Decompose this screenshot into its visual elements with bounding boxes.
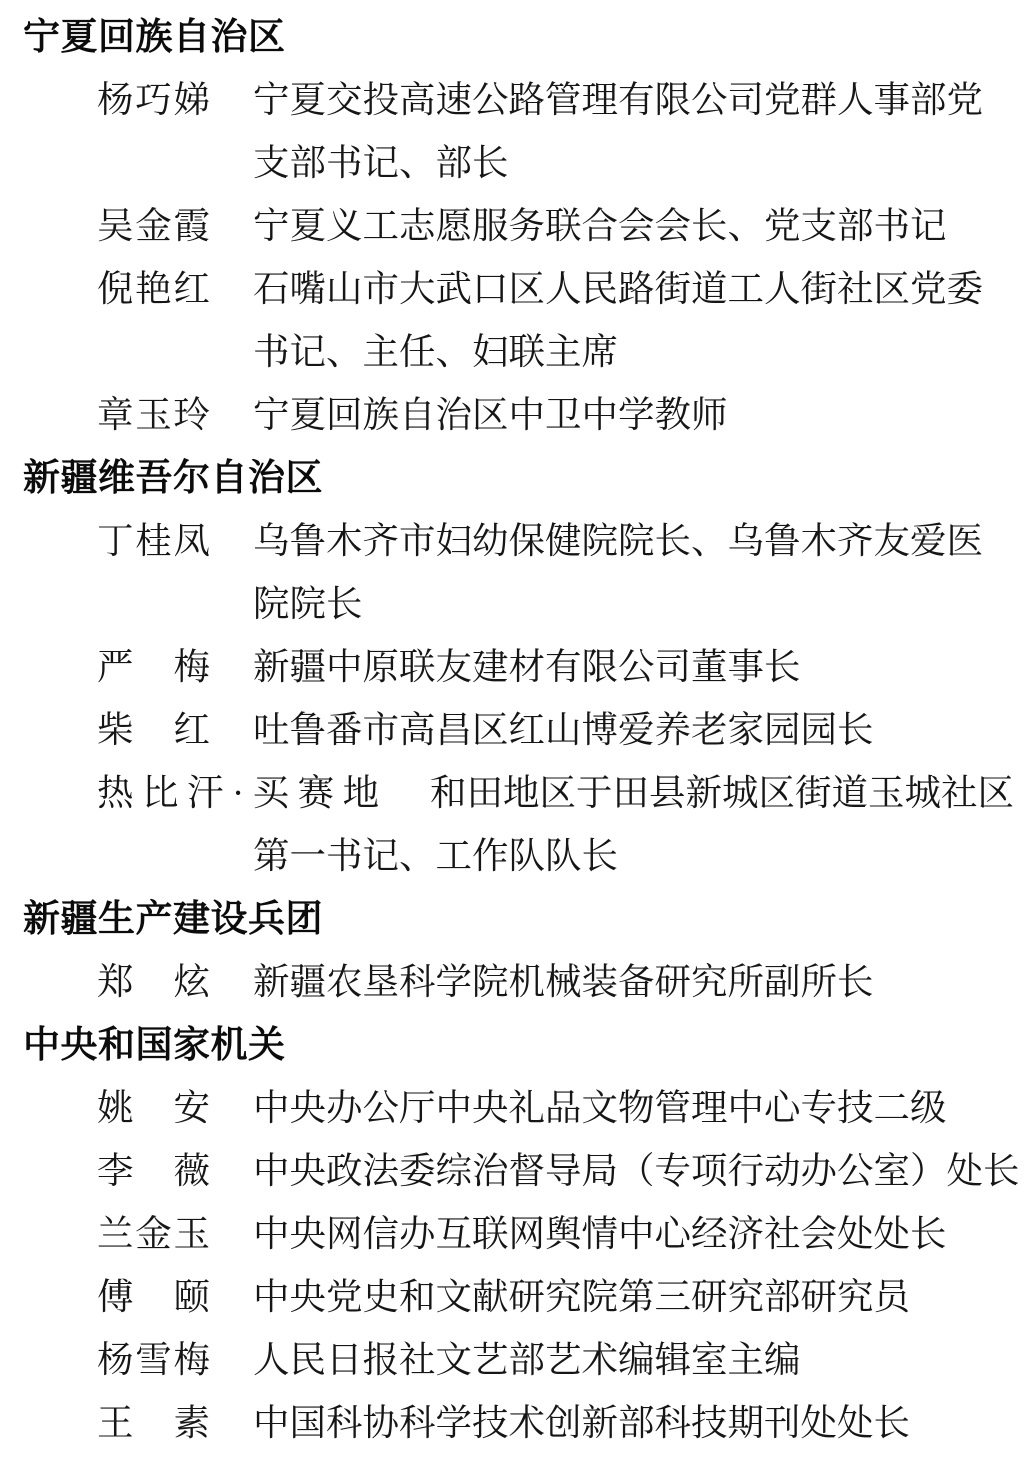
person-name: 李薇 (97, 1150, 210, 1191)
person-name: 倪艳红 (97, 268, 210, 309)
person-title-line: 和田地区于田县新城区街道玉城社区 (430, 772, 1014, 813)
person-title-line: 新疆中原联友建材有限公司董事长 (253, 646, 801, 687)
person-title (253, 509, 1025, 635)
list-item (0, 761, 1025, 887)
person-title-line: 中国科协科学技术创新部科技期刊处处长 (253, 1402, 910, 1443)
person-name: 丁桂凤 (97, 520, 210, 561)
region-section (0, 887, 1025, 1013)
list-item (0, 1328, 1025, 1391)
list-item (0, 257, 1025, 383)
person-title-line: 院院长 (253, 583, 363, 624)
person-title-line: 宁夏回族自治区中卫中学教师 (253, 394, 728, 435)
person-title-line: 书记、主任、妇联主席 (253, 331, 618, 372)
person-title-line: 中央网信办互联网舆情中心经济社会处处长 (253, 1213, 947, 1254)
person-name: 王素 (97, 1402, 210, 1443)
region-section (0, 446, 1025, 887)
list-item (0, 950, 1025, 1013)
person-title-line: 人民日报社文艺部艺术编辑室主编 (253, 1339, 801, 1380)
person-title (253, 1391, 1025, 1454)
person-name: 吴金霞 (97, 205, 210, 246)
person-title-line: 支部书记、部长 (253, 142, 509, 183)
person-name: 章玉玲 (97, 394, 210, 435)
list-item (0, 68, 1025, 194)
person-name: 严梅 (97, 646, 210, 687)
person-title-line: 吐鲁番市高昌区红山博爱养老家园园长 (253, 709, 874, 750)
region-section-entries (0, 509, 1025, 887)
person-title (253, 1076, 1025, 1139)
person-title-line: 中央党史和文献研究院第三研究部研究员 (253, 1276, 910, 1317)
person-title-line: 乌鲁木齐市妇幼保健院院长、乌鲁木齐友爱医 (253, 520, 983, 561)
person-title (253, 1202, 1025, 1265)
region-section-header: 宁夏回族自治区 (23, 16, 286, 57)
list-item (0, 635, 1025, 698)
person-title-line: 中央办公厅中央礼品文物管理中心专技二级 (253, 1087, 947, 1128)
person-title-line: 宁夏交投高速公路管理有限公司党群人事部党 (253, 79, 983, 120)
list-item (0, 1265, 1025, 1328)
person-title (253, 1328, 1025, 1391)
region-section-header: 中央和国家机关 (23, 1024, 286, 1065)
person-title-line: 新疆农垦科学院机械装备研究所副所长 (253, 961, 874, 1002)
list-item (0, 509, 1025, 635)
list-item (0, 194, 1025, 257)
person-name: 兰金玉 (97, 1213, 210, 1254)
list-item (0, 1076, 1025, 1139)
person-title (253, 635, 1025, 698)
person-name: 杨雪梅 (97, 1339, 210, 1380)
region-section-header: 新疆维吾尔自治区 (23, 457, 323, 498)
person-name: 姚安 (97, 1087, 210, 1128)
person-title (253, 68, 1025, 194)
person-name: 傅颐 (97, 1276, 210, 1317)
person-name: 郑炫 (97, 961, 210, 1002)
region-section (0, 5, 1025, 446)
region-section-entries (0, 68, 1025, 446)
person-title-line: 中央政法委综治督导局（专项行动办公室）处长 (253, 1150, 1020, 1191)
person-title (253, 257, 1025, 383)
list-item (0, 698, 1025, 761)
region-section-entries (0, 950, 1025, 1013)
person-title (253, 194, 1025, 257)
person-title (253, 1265, 1025, 1328)
person-title (253, 383, 1025, 446)
person-name: 杨巧娣 (97, 79, 210, 120)
person-title (253, 1139, 1025, 1202)
person-name: 热比汗·买赛地 (97, 772, 388, 813)
person-title (253, 950, 1025, 1013)
list-item (0, 1139, 1025, 1202)
region-section-entries (0, 1076, 1025, 1454)
person-name: 柴红 (97, 709, 210, 750)
list-item (0, 1391, 1025, 1454)
person-title-line: 第一书记、工作队队长 (253, 835, 618, 876)
region-section-header: 新疆生产建设兵团 (23, 898, 323, 939)
person-title-line: 石嘴山市大武口区人民路街道工人街社区党委 (253, 268, 983, 309)
person-title (253, 698, 1025, 761)
person-title-line: 宁夏义工志愿服务联合会会长、党支部书记 (253, 205, 947, 246)
list-item (0, 1202, 1025, 1265)
region-section (0, 1013, 1025, 1454)
list-item (0, 383, 1025, 446)
